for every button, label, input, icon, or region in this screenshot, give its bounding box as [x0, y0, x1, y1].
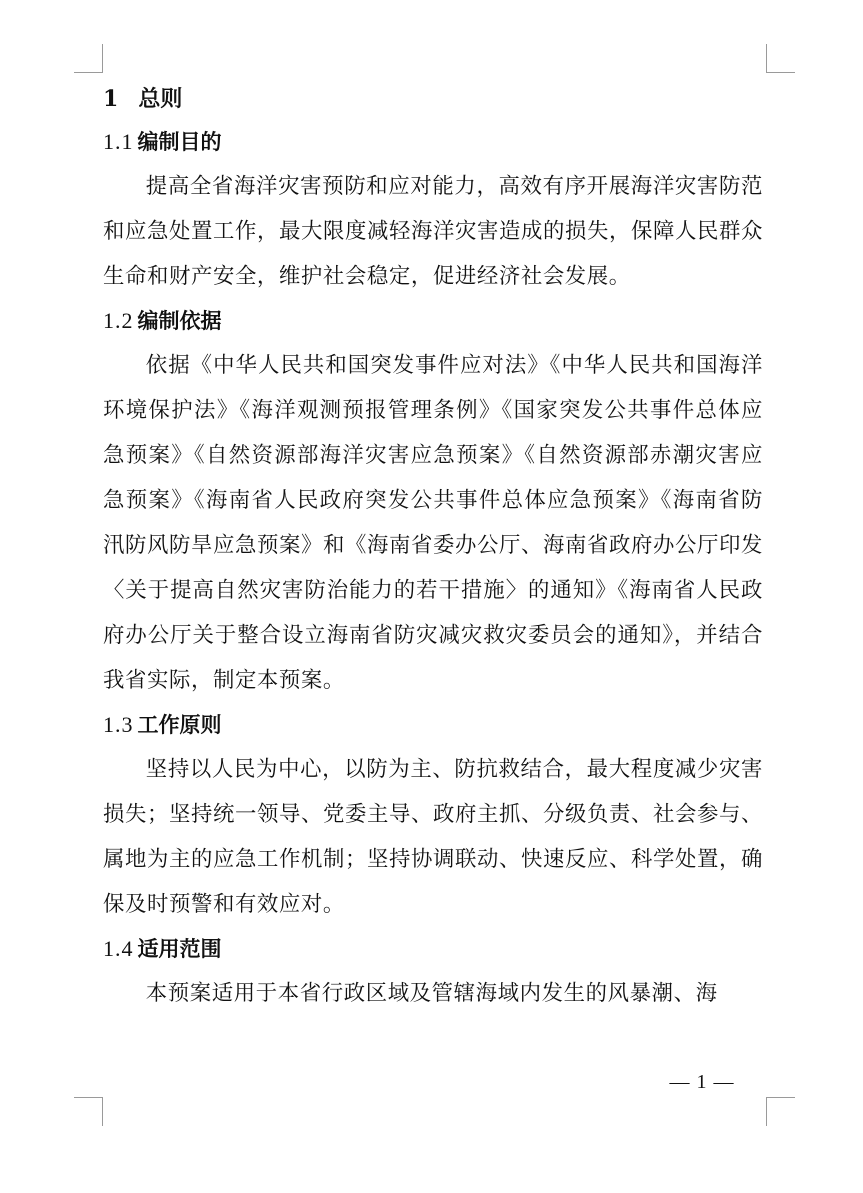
- section-title: 编制目的: [137, 130, 222, 154]
- section-heading-1: [103, 78, 763, 120]
- paragraph-scope: 本预案适用于本省行政区域及管辖海域内发生的风暴潮、海: [145, 981, 718, 1006]
- section-heading-1-2: [103, 299, 763, 343]
- section-number: 1.1: [103, 129, 134, 154]
- paragraph-basis: 依据《中华人民共和国突发事件应对法》《中华人民共和国海洋环境保护法》《海洋观测预报管理条例》《国家突发公共事件总体应急预案》《自然资源部海洋灾害应急预案》《自然资源部赤潮灾害应急预案》《海南省人民政府突发公共事件总体应急预案》《海南省防汛防风防旱应急预案》和《海南省委办公厅、海南省政府办公厅印发〈关于提高自然灾害防治能力的若干措施〉的通知》《海南省人民政府办公厅关于整合设立海南省防灾减灾救灾委员会的通知》，并结合我省实际，制定本预案。: [103, 353, 763, 693]
- section-title: 编制依据: [137, 309, 222, 333]
- section-title: 工作原则: [137, 713, 222, 737]
- section-number: 1.2: [103, 308, 134, 333]
- paragraph-principles: 坚持以人民为中心，以防为主、防抗救结合，最大程度减少灾害损失；坚持统一领导、党委主导、政府主抓、分级负责、社会参与、属地为主的应急工作机制；坚持协调联动、快速反应、科学处置，确保及时预警和有效应对。: [103, 757, 763, 917]
- section-number: 1.4: [103, 936, 134, 961]
- section-heading-1-3: [103, 703, 763, 747]
- crop-mark-top-right: [766, 44, 795, 73]
- section-title: 总则: [138, 87, 183, 112]
- section-heading-1-4: [103, 927, 763, 971]
- section-number: 1.3: [103, 712, 134, 737]
- section-heading-1-1: [103, 120, 763, 164]
- section-title: 适用范围: [137, 937, 222, 961]
- crop-mark-bottom-left: [74, 1097, 103, 1126]
- paragraph-purpose: 提高全省海洋灾害预防和应对能力，高效有序开展海洋灾害防范和应急处置工作，最大限度减轻海洋灾害造成的损失，保障人民群众生命和财产安全，维护社会稳定，促进经济社会发展。: [103, 174, 763, 289]
- crop-mark-bottom-right: [766, 1097, 795, 1126]
- page-number: — 1 —: [669, 1071, 735, 1093]
- crop-mark-top-left: [74, 44, 103, 73]
- section-number: 1: [103, 86, 119, 112]
- document-body: [103, 78, 763, 1016]
